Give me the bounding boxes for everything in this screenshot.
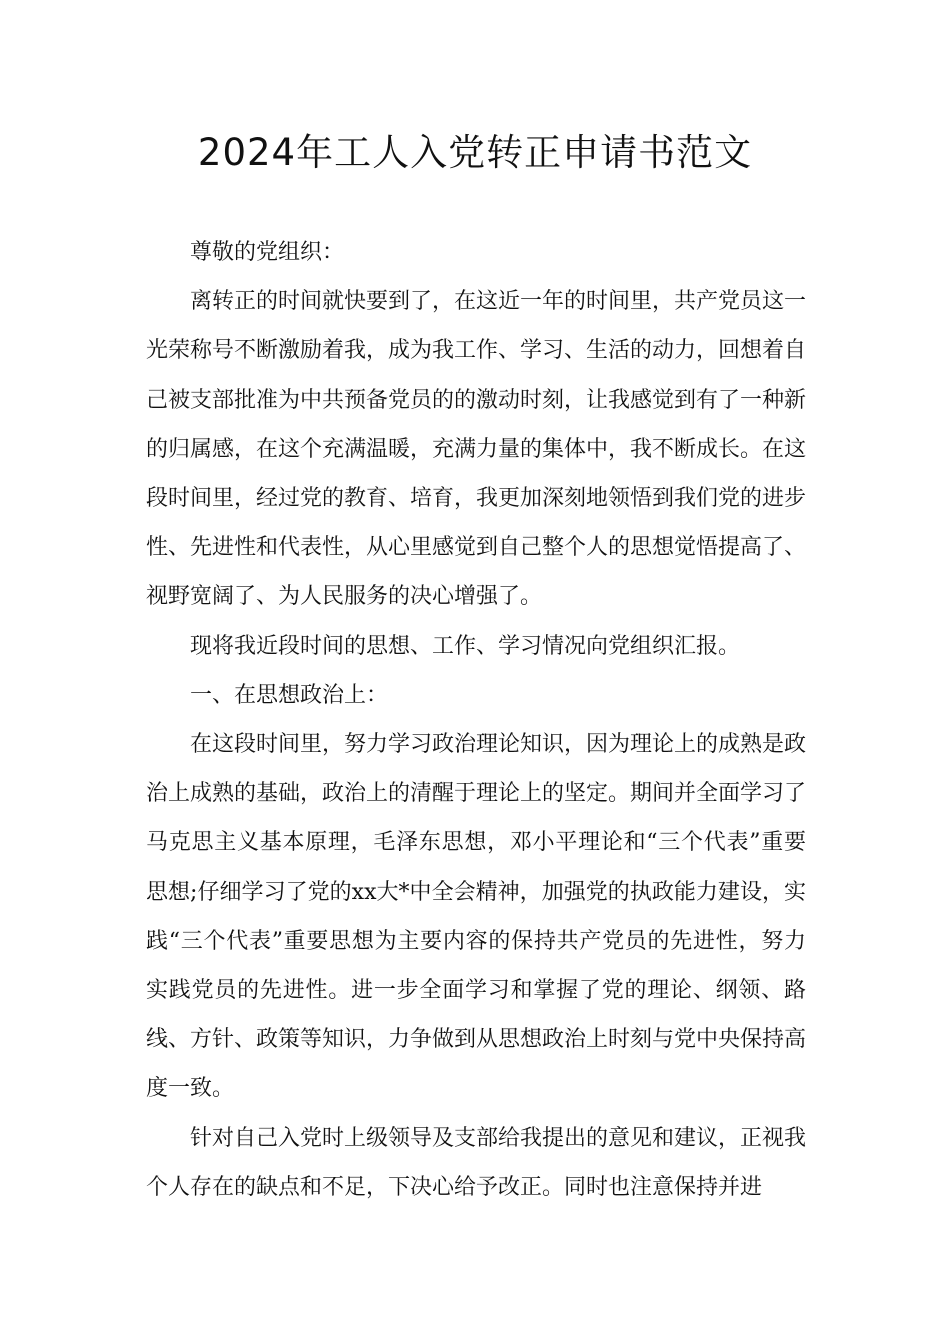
salutation: 尊敬的党组织： [190, 240, 345, 265]
document-body [146, 228, 806, 1212]
section-heading-ideology: 一、在思想政治上： [190, 682, 389, 708]
paragraph-self-improvement: 针对自己入党时上级领导及支部给我提出的意见和建议，正视我个人存在的缺点和不足，下决心给予改正。同时也注意保持并进 [146, 1125, 807, 1200]
paragraph-intro: 离转正的时间就快要到了，在这近一年的时间里，共产党员这一光荣称号不断激励着我，成为我工作、学习、生活的动力，回想着自己被支部批准为中共预备党员的的激动时刻，让我感觉到有了一种新的归属感，在这个充满温暖，充满力量的集体中，我不断成长。在这段时间里，经过党的教育、培育，我更加深刻地领悟到我们党的进步性、先进性和代表性，从心里感觉到自己整个人的思想觉悟提高了、视野宽阔了、为人民服务的决心增强了。 [146, 289, 807, 610]
document-title: 2024年工人入党转正申请书范文 [197, 131, 753, 174]
paragraph-theory-study: 在这段时间里，努力学习政治理论知识，因为理论上的成熟是政治上成熟的基础，政治上的清醒于理论上的坚定。期间并全面学习了马克思主义基本原理，毛泽东思想，邓小平理论和“三个代表”重要思想;仔细学习了党的xx大*中全会精神，加强党的执政能力建设，实践“三个代表”重要思想为主要内容的保持共产党员的先进性，努力实践党员的先进性。进一步全面学习和掌握了党的理论、纲领、路线、方针、政策等知识，力争做到从思想政治上时刻与党中央保持高度一致。 [146, 732, 807, 1102]
paragraph-report: 现将我近段时间的思想、工作、学习情况向党组织汇报。 [190, 633, 741, 659]
